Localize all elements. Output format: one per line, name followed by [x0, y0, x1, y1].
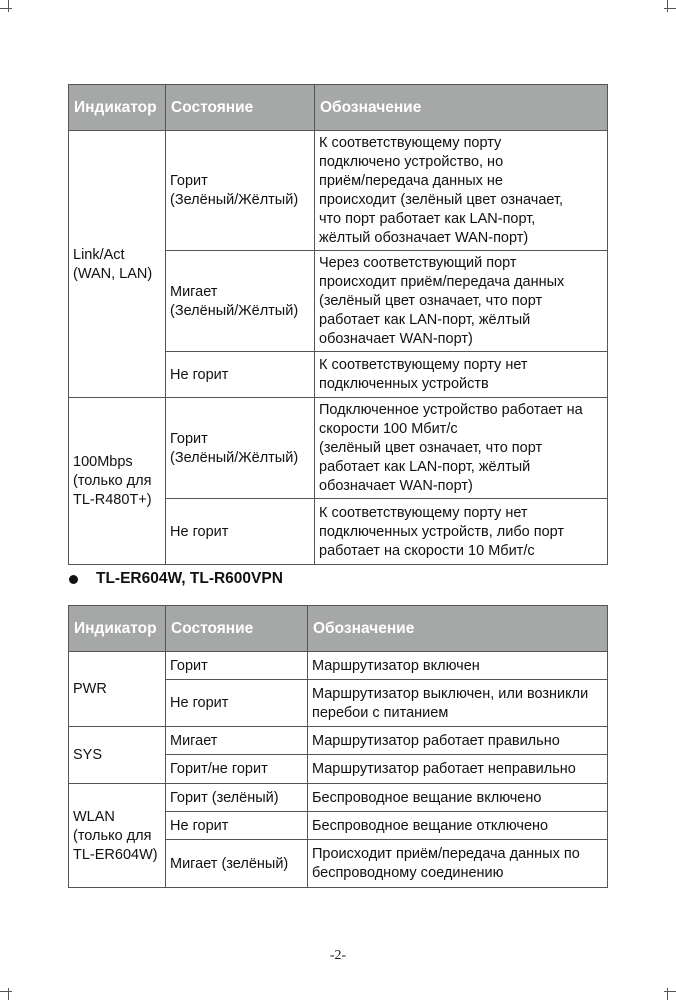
state-cell: Не горит	[166, 680, 308, 727]
table-header-row	[69, 85, 608, 131]
section-heading	[69, 570, 283, 588]
crop-mark	[0, 991, 12, 992]
header-indicator: Индикатор	[69, 606, 166, 652]
indicator-cell: PWR	[69, 652, 166, 727]
led-table-2	[68, 605, 608, 888]
meaning-cell: Маршрутизатор работает неправильно	[308, 755, 608, 784]
header-state: Состояние	[166, 85, 315, 131]
table-row	[69, 131, 608, 251]
crop-mark	[8, 0, 9, 12]
state-cell: Не горит	[166, 352, 315, 398]
crop-mark	[664, 8, 676, 9]
indicator-cell: 100Mbps (только для TL-R480T+)	[69, 398, 166, 565]
section-title: TL-ER604W, TL-R600VPN	[96, 570, 283, 587]
state-cell: Горит (Зелёный/Жёлтый)	[166, 131, 315, 251]
state-cell: Не горит	[166, 812, 308, 840]
state-cell: Мигает	[166, 727, 308, 755]
table-row	[69, 652, 608, 680]
header-indicator: Индикатор	[69, 85, 166, 131]
state-cell: Горит/не горит	[166, 755, 308, 784]
header-meaning: Обозначение	[315, 85, 608, 131]
meaning-cell: Беспроводное вещание включено	[308, 784, 608, 812]
meaning-cell: Маршрутизатор включен	[308, 652, 608, 680]
bullet-icon	[69, 575, 78, 584]
meaning-cell: Маршрутизатор выключен, или возникли перебои с питанием	[308, 680, 608, 727]
state-cell: Не горит	[166, 499, 315, 565]
table-row	[69, 784, 608, 812]
table-header-row	[69, 606, 608, 652]
crop-mark	[664, 991, 676, 992]
meaning-cell: К соответствующему порту нет подключенных устройств	[315, 352, 608, 398]
table-row	[69, 398, 608, 499]
indicator-cell: SYS	[69, 727, 166, 784]
indicator-cell: Link/Act (WAN, LAN)	[69, 131, 166, 398]
meaning-cell: К соответствующему порту подключено устройство, но приём/передача данных не происходит (зелёный цвет означает, что порт работает как LAN-порт, жёлтый обозначает WAN-порт)	[315, 131, 608, 251]
meaning-cell: Через соответствующий порт происходит приём/передача данных (зелёный цвет означает, что порт работает как LAN-порт, жёлтый обозначает WAN-порт)	[315, 251, 608, 352]
state-cell: Горит (зелёный)	[166, 784, 308, 812]
meaning-cell: Происходит приём/передача данных по беспроводному соединению	[308, 840, 608, 888]
state-cell: Мигает (Зелёный/Жёлтый)	[166, 251, 315, 352]
state-cell: Мигает (зелёный)	[166, 840, 308, 888]
meaning-cell: Беспроводное вещание отключено	[308, 812, 608, 840]
meaning-cell: К соответствующему порту нет подключенных устройств, либо порт работает на скорости 10 Мбит/с	[315, 499, 608, 565]
header-state: Состояние	[166, 606, 308, 652]
crop-mark	[667, 988, 668, 1000]
crop-mark	[667, 0, 668, 12]
crop-mark	[0, 8, 12, 9]
crop-mark	[8, 988, 9, 1000]
page-number: -2-	[329, 948, 347, 963]
meaning-cell: Подключенное устройство работает на скорости 100 Мбит/с (зелёный цвет означает, что порт работает как LAN-порт, жёлтый обозначает WAN-порт)	[315, 398, 608, 499]
header-meaning: Обозначение	[308, 606, 608, 652]
table-row	[69, 727, 608, 755]
state-cell: Горит	[166, 652, 308, 680]
led-table-1	[68, 84, 608, 565]
indicator-cell: WLAN (только для TL-ER604W)	[69, 784, 166, 888]
meaning-cell: Маршрутизатор работает правильно	[308, 727, 608, 755]
state-cell: Горит (Зелёный/Жёлтый)	[166, 398, 315, 499]
